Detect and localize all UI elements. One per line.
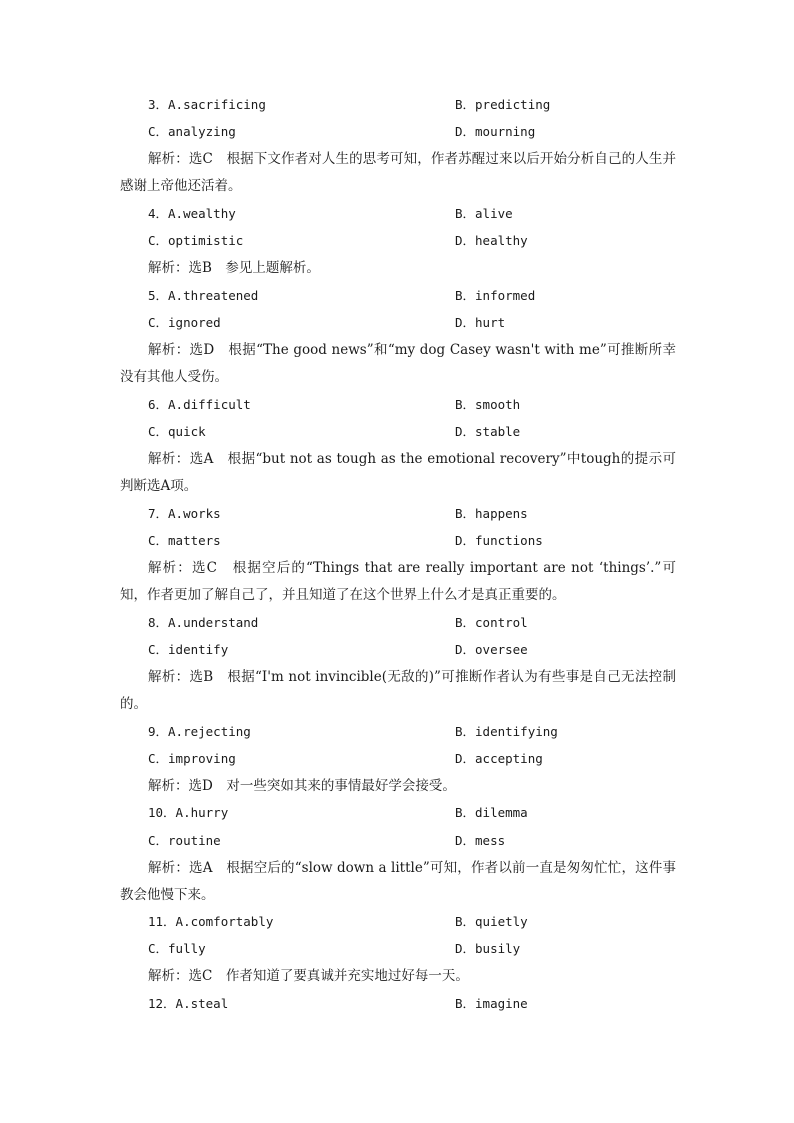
option-a: 12．A.steal: [148, 996, 229, 1011]
option-a: 4．A.wealthy: [148, 206, 236, 221]
option-d: D．accepting: [455, 751, 543, 766]
option-b: B．imagine: [455, 996, 528, 1011]
option-a: 11．A.comfortably: [148, 914, 274, 929]
option-a: 6．A.difficult: [148, 397, 251, 412]
option-c: C．ignored: [148, 315, 221, 330]
option-d: D．functions: [455, 533, 543, 548]
option-c: C．routine: [148, 833, 221, 848]
option-row: [148, 122, 708, 142]
option-row: [148, 939, 708, 959]
option-c: C．matters: [148, 533, 221, 548]
option-row: [148, 749, 708, 769]
option-a: 10．A.hurry: [148, 805, 229, 820]
option-row: [148, 531, 708, 551]
explanation: 解析：选A 根据空后的“slow down a little”可知，作者以前一直是匆匆忙忙，这件事教会他慢下来。: [120, 860, 676, 903]
option-row: [148, 613, 708, 633]
option-row: [148, 422, 708, 442]
option-a: 5．A.threatened: [148, 288, 259, 303]
option-b: B．dilemma: [455, 805, 528, 820]
option-row: [148, 912, 708, 932]
option-d: D．oversee: [455, 642, 528, 657]
option-c: C．improving: [148, 751, 236, 766]
option-row: [148, 831, 708, 851]
option-b: B．smooth: [455, 397, 521, 412]
explanation: 解析：选C 根据空后的“Things that are really important are not ‘things’.”可知，作者更加了解自己了，并且知道了在这个世界上什么才是真正重要的。: [120, 560, 676, 603]
option-d: D．mourning: [455, 124, 536, 139]
option-row: [148, 395, 708, 415]
option-d: D．hurt: [455, 315, 506, 330]
option-row: [148, 722, 708, 742]
option-c: C．identify: [148, 642, 229, 657]
explanation: 解析：选B 参见上题解析。: [148, 260, 320, 276]
explanation: 解析：选C 作者知道了要真诚并充实地过好每一天。: [148, 968, 469, 984]
explanation: 解析：选A 根据“but not as tough as the emotional recovery”中tough的提示可判断选A项。: [120, 451, 676, 494]
explanation: 解析：选B 根据“I'm not invincible(无敌的)”可推断作者认为有些事是自己无法控制的。: [120, 669, 676, 712]
option-b: B．predicting: [455, 97, 551, 112]
option-row: [148, 286, 708, 306]
option-b: B．alive: [455, 206, 513, 221]
option-row: [148, 313, 708, 333]
explanation: 解析：选D 对一些突如其来的事情最好学会接受。: [148, 778, 456, 794]
option-c: C．fully: [148, 941, 206, 956]
option-c: C．analyzing: [148, 124, 236, 139]
option-b: B．quietly: [455, 914, 528, 929]
option-b: B．control: [455, 615, 528, 630]
option-b: B．informed: [455, 288, 536, 303]
option-c: C．optimistic: [148, 233, 244, 248]
explanation: 解析：选D 根据“The good news”和“my dog Casey wasn't with me”可推断所幸没有其他人受伤。: [120, 342, 676, 385]
option-a: 9．A.rejecting: [148, 724, 251, 739]
option-d: D．busily: [455, 941, 521, 956]
option-row: [148, 803, 708, 823]
option-row: [148, 504, 708, 524]
option-row: [148, 994, 708, 1014]
option-row: [148, 95, 708, 115]
option-d: D．stable: [455, 424, 521, 439]
option-row: [148, 231, 708, 251]
option-d: D．healthy: [455, 233, 528, 248]
option-a: 3．A.sacrificing: [148, 97, 266, 112]
option-c: C．quick: [148, 424, 206, 439]
option-a: 7．A.works: [148, 506, 221, 521]
option-b: B．happens: [455, 506, 528, 521]
option-a: 8．A.understand: [148, 615, 259, 630]
option-row: [148, 204, 708, 224]
option-row: [148, 640, 708, 660]
option-b: B．identifying: [455, 724, 558, 739]
explanation: 解析：选C 根据下文作者对人生的思考可知，作者苏醒过来以后开始分析自己的人生并感谢上帝他还活着。: [120, 151, 676, 194]
option-d: D．mess: [455, 833, 506, 848]
